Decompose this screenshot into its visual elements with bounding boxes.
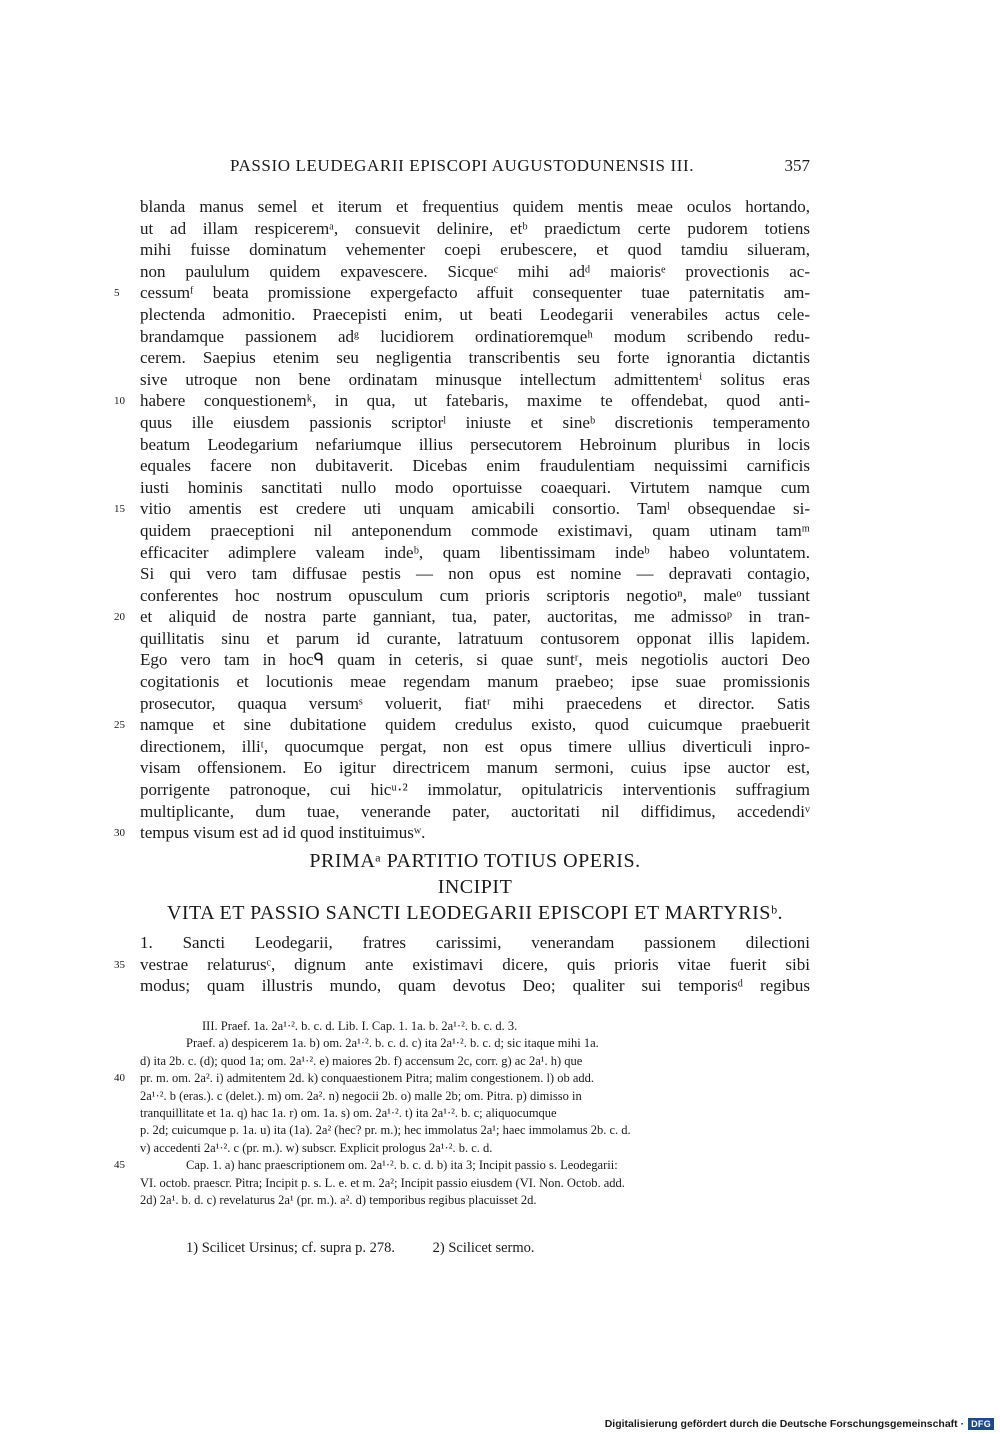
text-line bbox=[140, 1035, 810, 1052]
text-line bbox=[140, 326, 810, 348]
line-number: 20 bbox=[114, 611, 125, 624]
dfg-logo-icon: DFG bbox=[968, 1418, 994, 1430]
text-line bbox=[140, 434, 810, 456]
line-text: iusti hominis sanctitati nullo modo oportuisse coaequari. Virtutem namque cum bbox=[140, 477, 810, 497]
text-line bbox=[114, 714, 810, 736]
text-line bbox=[140, 563, 810, 585]
text-line bbox=[114, 1157, 810, 1174]
running-title: PASSIO LEUDEGARII EPISCOPI AUGUSTODUNENSIS III. bbox=[230, 156, 695, 175]
line-text: VI. octob. praescr. Pitra; Incipit p. s. L. e. et m. 2a²; Incipit passio eiusdem (VI. Non. Octob. add. bbox=[140, 1175, 625, 1190]
section-headings bbox=[140, 848, 810, 926]
running-header bbox=[140, 156, 810, 180]
vita-heading: VITA ET PASSIO SANCTI LEODEGARII EPISCOPI ET MARTYRISᵇ. bbox=[166, 902, 784, 924]
text-line bbox=[140, 369, 810, 391]
line-text: prosecutor, quaqua versumˢ voluerit, fiatʳ mihi praecedens et director. Satis bbox=[140, 693, 810, 713]
page-number: 357 bbox=[784, 156, 810, 175]
line-text: efficaciter adimplere valeam indeᵇ, quam libentissimam indeᵇ habeo voluntatem. bbox=[140, 542, 810, 562]
line-text: habere conquestionemᵏ, in qua, ut fatebaris, maxime te offendebat, quod anti- bbox=[140, 391, 810, 411]
line-text: equales facere non dubitaverit. Dicebas enim fraudulentiam nequissimi carnificis bbox=[140, 456, 810, 476]
line-text: d) ita 2b. c. (d); quod 1a; om. 2a¹·². e) maiores 2b. f) accensum 2c, corr. g) ac 2a¹. h) que bbox=[140, 1053, 583, 1068]
line-number: 45 bbox=[114, 1159, 125, 1172]
line-text: tempus visum est ad id quod instituimusʷ. bbox=[140, 823, 426, 843]
text-line bbox=[114, 498, 810, 520]
text-line bbox=[140, 412, 810, 434]
text-line bbox=[140, 975, 810, 997]
text-line bbox=[140, 801, 810, 823]
text-line bbox=[140, 1175, 810, 1192]
line-text: Si qui vero tam diffusae pestis — non opus est nomine — depravati contagio, bbox=[140, 564, 810, 584]
text-line bbox=[140, 649, 810, 671]
text-line bbox=[114, 822, 810, 844]
line-text: tranquillitate et 1a. q) hac 1a. r) om. 1a. s) om. 2a¹·². t) ita 2a¹·². b. c; aliquocumque bbox=[140, 1105, 557, 1120]
text-line bbox=[140, 1105, 810, 1122]
line-text: pr. m. om. 2a². i) admitentem 2d. k) conquaestionem Pitra; malim congestionem. l) ob add. bbox=[140, 1071, 595, 1086]
text-line bbox=[140, 757, 810, 779]
line-number: 35 bbox=[114, 958, 125, 971]
digitization-text: Digitalisierung gefördert durch die Deutsche Forschungsgemeinschaft · bbox=[604, 1418, 965, 1430]
line-text: multiplicante, dum tuae, venerande pater, auctoritati nil diffidimus, accedendiᵛ bbox=[140, 801, 810, 821]
text-line bbox=[140, 736, 810, 758]
text-line bbox=[140, 932, 810, 954]
text-line bbox=[140, 585, 810, 607]
line-number: 15 bbox=[114, 503, 125, 516]
chapter-text bbox=[114, 932, 810, 997]
line-text: Praef. a) despicerem 1a. b) om. 2a¹·². b. c. d. c) ita 2a¹·². b. c. d; sic itaque mihi 1a. bbox=[186, 1036, 599, 1051]
line-text: 1. Sancti Leodegarii, fratres carissimi, venerandam passionem dilectioni bbox=[140, 933, 810, 952]
line-text: Cap. 1. a) hanc praescriptionem om. 2a¹·². b. c. d. b) ita 3; Incipit passio s. Leodegarii: bbox=[186, 1158, 618, 1173]
line-text: directionem, illiᵗ, quocumque pergat, non est opus timere ullius diverticuli inpro- bbox=[140, 736, 810, 756]
line-text: quus ille eiusdem passionis scriptorˡ iniuste et sineᵇ discretionis temperamento bbox=[140, 412, 810, 432]
text-line bbox=[140, 628, 810, 650]
footnotes bbox=[186, 1240, 535, 1257]
text-line bbox=[140, 347, 810, 369]
text-line bbox=[140, 520, 810, 542]
text-line bbox=[140, 1088, 810, 1105]
line-number: 40 bbox=[114, 1072, 125, 1085]
line-text: et aliquid de nostra parte ganniant, tua, pater, auctoritas, me admissoᵖ in tran- bbox=[140, 607, 810, 627]
line-text: brandamque passionem adᵍ lucidiorem ordinatioremqueʰ modum scribendo redu- bbox=[140, 326, 810, 346]
text-line bbox=[140, 671, 810, 693]
line-text: cessumᶠ beata promissione expergefacto affuit consequenter tuae paternitatis am- bbox=[140, 283, 810, 303]
line-text: non paululum quidem expavescere. Sicqueᶜ mihi adᵈ maiorisᵉ provectionis ac- bbox=[140, 261, 810, 281]
line-text: visam offensionem. Eo igitur directricem manum sermoni, cuius ipse auctor est, bbox=[140, 758, 810, 778]
line-text: vestrae relaturusᶜ, dignum ante existimavi dicere, quis prioris vitae fuerit sibi bbox=[140, 954, 810, 974]
line-text: quillitatis sinu et parum id curante, latratuum contusorem opponat illis lapidem. bbox=[140, 628, 810, 648]
footnote-1: 1) Scilicet Ursinus; cf. supra p. 278. bbox=[186, 1240, 396, 1256]
text-line bbox=[114, 606, 810, 628]
text-line bbox=[114, 1070, 810, 1087]
line-text: III. Praef. 1a. 2a¹·². b. c. d. Lib. I. Cap. 1. 1a. b. 2a¹·². b. c. d. 3. bbox=[202, 1019, 518, 1033]
text-line bbox=[140, 779, 810, 801]
line-text: conferentes hoc nostrum opusculum cum prioris scriptoris negotioⁿ, maleᵒ tussiant bbox=[140, 585, 810, 605]
line-text: cerem. Saepius etenim seu negligentia transcribentis seu forte ignorantia dictantis bbox=[140, 348, 810, 368]
text-line bbox=[114, 390, 810, 412]
line-text: quidem praeceptioni nil anteponendum commode existimavi, quam utinam tamᵐ bbox=[140, 520, 810, 540]
footnote-2: 2) Scilicet sermo. bbox=[432, 1240, 535, 1256]
text-line bbox=[140, 1018, 810, 1035]
line-text: blanda manus semel et iterum et frequentius quidem mentis meae oculos hortando, bbox=[140, 197, 810, 216]
line-number: 25 bbox=[114, 719, 125, 732]
line-text: mihi fuisse dominatum vehementer coepi erubescere, et quod tamdiu silueram, bbox=[140, 240, 810, 260]
line-text: modus; quam illustris mundo, quam devotus Deo; qualiter sui temporisᵈ regibus bbox=[140, 976, 810, 996]
critical-apparatus bbox=[114, 1018, 810, 1209]
text-line bbox=[140, 261, 810, 283]
line-number: 30 bbox=[114, 827, 125, 840]
line-text: plectenda admonitio. Praecepisti enim, ut beati Leodegarii venerabiles actus cele- bbox=[140, 304, 810, 324]
text-line bbox=[140, 239, 810, 261]
line-text: sive utroque non bene ordinatam minusque intellectum admittentemⁱ solitus eras bbox=[140, 369, 810, 389]
line-text: cogitationis et locutionis meae regendam manum praebeo; ipse suae promissionis bbox=[140, 672, 810, 692]
text-line bbox=[140, 455, 810, 477]
line-text: vitio amentis est credere uti unquam amicabili consortio. Tamˡ obsequendae si- bbox=[140, 499, 810, 519]
line-text: porrigente patronoque, cui hicᵘ·² immolatur, opitulatricis interventionis suffragium bbox=[140, 780, 810, 800]
partition-heading: PRIMAᵃ PARTITIO TOTIUS OPERIS. bbox=[309, 850, 641, 872]
text-line bbox=[140, 1140, 810, 1157]
text-line bbox=[140, 542, 810, 564]
text-line bbox=[114, 954, 810, 976]
text-line bbox=[140, 218, 810, 240]
text-line bbox=[140, 1192, 810, 1209]
incipit-heading: INCIPIT bbox=[437, 876, 513, 898]
text-line bbox=[114, 282, 810, 304]
digitization-credit bbox=[605, 1418, 994, 1430]
line-text: v) accedenti 2a¹·². c (pr. m.). w) subscr. Explicit prologus 2a¹·². b. c. d. bbox=[140, 1140, 493, 1155]
line-text: Ego vero tam in hocᑫ quam in ceteris, si quae suntʳ, meis negotiolis auctori Deo bbox=[140, 650, 810, 670]
line-number: 10 bbox=[114, 395, 125, 408]
text-line bbox=[140, 1122, 810, 1139]
text-line bbox=[140, 693, 810, 715]
text-line bbox=[140, 304, 810, 326]
line-text: beatum Leodegarium nefariumque illius persecutorem Hebroinum pluribus in locis bbox=[140, 434, 810, 454]
line-text: 2d) 2a¹. b. d. c) revelaturus 2a¹ (pr. m.). a². d) temporibus regibus placuisset 2d. bbox=[140, 1192, 537, 1207]
line-text: ut ad illam respiceremᵃ, consuevit delinire, etᵇ praedictum certe pudorem totiens bbox=[140, 218, 810, 238]
line-text: p. 2d; cuicumque p. 1a. u) ita (1a). 2a² (hec? pr. m.); hec immolatus 2a¹; haec immolamus 2b. c. d. bbox=[140, 1123, 631, 1138]
text-line bbox=[140, 477, 810, 499]
text-line bbox=[140, 196, 810, 218]
text-line bbox=[140, 1053, 810, 1070]
main-text bbox=[114, 196, 810, 844]
line-number: 5 bbox=[114, 287, 120, 300]
line-text: 2a¹·². b (eras.). c (delet.). m) om. 2a². n) negocii 2b. o) malle 2b; om. Pitra. p) dimisso in bbox=[140, 1088, 582, 1103]
line-text: namque et sine dubitatione quidem credulus existo, quod cuicumque praebuerit bbox=[140, 715, 810, 735]
